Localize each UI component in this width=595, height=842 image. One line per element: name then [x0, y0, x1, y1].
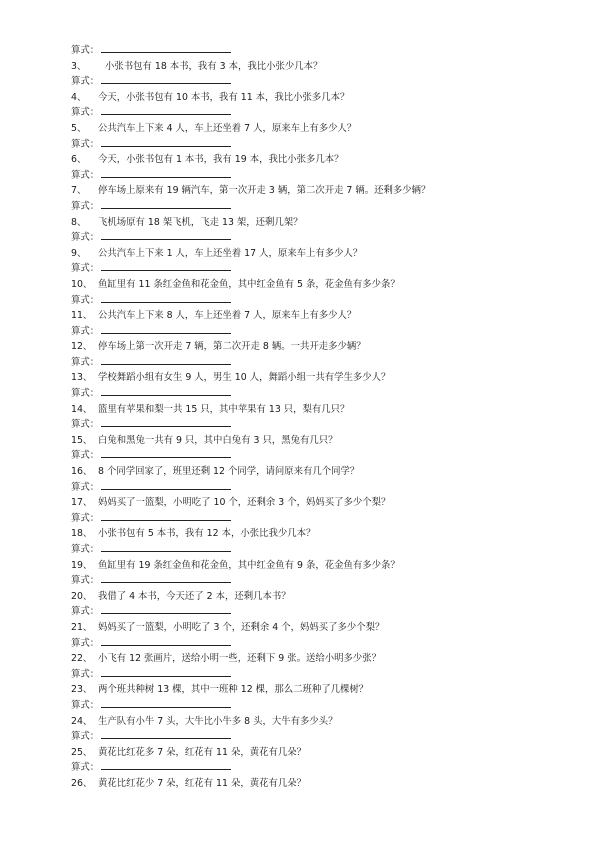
problem-line [71, 714, 571, 730]
problem-line [71, 90, 571, 106]
problem-number: 14、 [71, 403, 93, 415]
problem-number: 26、 [71, 777, 93, 789]
problem-number: 7、 [71, 185, 87, 197]
answer-line [71, 355, 571, 371]
problem-number: 17、 [71, 497, 93, 509]
answer-blank[interactable] [101, 43, 231, 53]
answer-label: 算式： [71, 232, 100, 244]
problem-line [71, 246, 571, 262]
answer-line [71, 43, 571, 59]
answer-line [71, 448, 571, 464]
problem-text: 鱼缸里有 11 条红金鱼和花金鱼，其中红金鱼有 5 条，花金鱼有多少条？ [98, 278, 400, 290]
answer-line [71, 698, 571, 714]
answer-blank[interactable] [101, 511, 231, 521]
answer-blank[interactable] [101, 729, 231, 739]
answer-blank[interactable] [101, 293, 231, 303]
problem-number: 22、 [71, 653, 93, 665]
problem-number: 21、 [71, 621, 93, 633]
answer-blank[interactable] [101, 74, 231, 84]
problem-number: 11、 [71, 310, 93, 322]
problem-line [71, 558, 571, 574]
answer-line [71, 168, 571, 184]
problem-line [71, 776, 571, 792]
problem-text: 我借了 4 本书，今天还了 2 本，还剩几本书？ [98, 590, 291, 602]
answer-label: 算式： [71, 419, 100, 431]
problem-number: 9、 [71, 247, 87, 259]
answer-line [71, 480, 571, 496]
answer-blank[interactable] [101, 667, 231, 677]
problem-number: 18、 [71, 528, 93, 540]
problem-text: 公共汽车上下来 1 人，车上还坐着 17 人，原来车上有多少人？ [98, 247, 363, 259]
answer-label: 算式： [71, 575, 100, 587]
problem-number: 25、 [71, 746, 93, 758]
answer-label: 算式： [71, 200, 100, 212]
answer-label: 算式： [71, 325, 100, 337]
problem-number: 23、 [71, 684, 93, 696]
problem-text: 今天，小张书包有 1 本书，我有 19 本，我比小张多几本？ [98, 154, 344, 166]
problem-number: 3、 [71, 60, 87, 72]
problem-number: 24、 [71, 715, 93, 727]
answer-blank[interactable] [101, 105, 231, 115]
answer-blank[interactable] [101, 604, 231, 614]
problem-text: 停车场上第一次开走 7 辆，第二次开走 8 辆。一共开走多少辆？ [98, 341, 366, 353]
answer-label: 算式： [71, 637, 100, 649]
problem-text: 两个班共种树 13 棵，其中一班种 12 棵，那么二班种了几棵树？ [98, 684, 369, 696]
answer-label: 算式： [71, 512, 100, 524]
answer-line [71, 729, 571, 745]
answer-label: 算式： [71, 481, 100, 493]
answer-label: 算式： [71, 762, 100, 774]
answer-line [71, 417, 571, 433]
answer-label: 算式： [71, 544, 100, 555]
answer-blank[interactable] [101, 261, 231, 271]
problem-number: 4、 [71, 91, 87, 103]
problem-text: 停车场上原来有 19 辆汽车，第一次开走 3 辆，第二次开走 7 辆。还剩多少辆？ [98, 185, 431, 197]
problem-number: 8、 [71, 216, 87, 228]
answer-blank[interactable] [101, 698, 231, 708]
answer-line [71, 105, 571, 121]
answer-label: 算式： [71, 263, 100, 275]
problem-text: 黄花比红花多 7 朵，红花有 11 朵，黄花有几朵？ [98, 746, 306, 758]
answer-blank[interactable] [101, 573, 231, 583]
problem-number: 10、 [71, 278, 93, 290]
answer-line [71, 760, 571, 776]
answer-label: 算式： [71, 668, 100, 680]
problem-text: 公共汽车上下来 8 人，车上还坐着 7 人，原来车上有多少人？ [98, 310, 357, 322]
answer-line [71, 199, 571, 215]
problem-text: 公共汽车上下来 4 人，车上还坐着 7 人，原来车上有多少人？ [98, 122, 357, 134]
problem-text: 白兔和黑兔一共有 9 只，其中白兔有 3 只，黑兔有几只？ [98, 434, 338, 446]
answer-blank[interactable] [101, 168, 231, 178]
answer-line [71, 511, 571, 527]
problem-number: 12、 [71, 341, 93, 353]
answer-label: 算式： [71, 76, 100, 88]
answer-blank[interactable] [101, 417, 231, 427]
answer-blank[interactable] [101, 542, 231, 552]
answer-line [71, 604, 571, 620]
problem-number: 19、 [71, 559, 93, 571]
answer-label: 算式： [71, 731, 100, 743]
answer-label: 算式： [71, 388, 100, 400]
answer-blank[interactable] [101, 480, 231, 490]
problem-text: 小张书包有 5 本书，我有 12 本，小张比我少几本？ [98, 528, 316, 540]
answer-label: 算式： [71, 107, 100, 119]
problem-text: 黄花比红花少 7 朵，红花有 11 朵，黄花有几朵？ [98, 777, 306, 789]
problem-line [71, 121, 571, 137]
problem-line [71, 402, 571, 418]
answer-blank[interactable] [101, 386, 231, 396]
problem-number: 15、 [71, 434, 93, 446]
answer-label: 算式： [71, 294, 100, 306]
answer-line [71, 324, 571, 340]
problem-text: 小飞有 12 张画片，送给小明一些，还剩下 9 张。送给小明多少张？ [98, 653, 381, 665]
answer-blank[interactable] [101, 448, 231, 458]
answer-line [71, 636, 571, 652]
answer-blank[interactable] [101, 137, 231, 147]
problem-text: 8 个同学回家了，班里还剩 12 个同学，请问原来有几个同学？ [98, 466, 360, 478]
problem-list [71, 43, 571, 792]
problem-text: 妈妈买了一篮梨，小明吃了 3 个，还剩余 4 个，妈妈买了多少个梨？ [98, 621, 385, 633]
problem-line [71, 589, 571, 605]
answer-label: 算式： [71, 356, 100, 368]
answer-label: 算式： [71, 699, 100, 711]
problem-line [71, 215, 571, 231]
problem-text: 飞机场原有 18 架飞机，飞走 13 架，还剩几架？ [98, 216, 303, 228]
answer-label: 算式： [71, 606, 100, 618]
problem-line [71, 277, 571, 293]
answer-line [71, 137, 571, 153]
answer-blank[interactable] [101, 636, 231, 646]
answer-blank[interactable] [101, 230, 231, 240]
problem-line [71, 370, 571, 386]
answer-line [71, 542, 571, 558]
problem-line [71, 495, 571, 511]
problem-line [71, 651, 571, 667]
problem-line [71, 526, 571, 542]
problem-text: 鱼缸里有 19 条红金鱼和花金鱼，其中红金鱼有 9 条，花金鱼有多少条？ [98, 559, 400, 571]
problem-line [71, 745, 571, 761]
problem-line [71, 308, 571, 324]
problem-text: 妈妈买了一篮梨，小明吃了 10 个，还剩余 3 个，妈妈买了多少个梨？ [98, 497, 391, 509]
problem-text: 学校舞蹈小组有女生 9 人，男生 10 人，舞蹈小组一共有学生多少人？ [98, 372, 391, 384]
answer-line [71, 293, 571, 309]
answer-blank[interactable] [101, 199, 231, 209]
answer-blank[interactable] [101, 324, 231, 334]
problem-line [71, 620, 571, 636]
problem-number: 20、 [71, 590, 93, 602]
problem-line [71, 464, 571, 480]
problem-line [71, 682, 571, 698]
answer-line [71, 667, 571, 683]
answer-label: 算式： [71, 138, 100, 150]
problem-line [71, 339, 571, 355]
problem-text: 今天，小张书包有 10 本书，我有 11 本，我比小张多几本？ [98, 91, 350, 103]
answer-line [71, 261, 571, 277]
answer-label: 算式： [71, 169, 100, 181]
answer-label: 算式： [71, 45, 100, 56]
answer-line [71, 386, 571, 402]
answer-blank[interactable] [101, 355, 231, 365]
answer-line [71, 230, 571, 246]
problem-number: 16、 [71, 466, 93, 478]
problem-number: 6、 [71, 154, 87, 166]
answer-label: 算式： [71, 450, 100, 462]
problem-text: 小张书包有 18 本书，我有 3 本，我比小张少几本？ [105, 60, 323, 72]
problem-line [71, 433, 571, 449]
problem-line [71, 152, 571, 168]
answer-blank[interactable] [101, 760, 231, 770]
problem-line [71, 59, 571, 75]
answer-line [71, 74, 571, 90]
problem-text: 篮里有苹果和梨一共 15 只，其中苹果有 13 只，梨有几只？ [98, 403, 350, 415]
problem-number: 13、 [71, 372, 93, 384]
answer-line [71, 573, 571, 589]
problem-number: 5、 [71, 122, 87, 134]
problem-text: 生产队有小牛 7 头，大牛比小牛多 8 头，大牛有多少头？ [98, 715, 338, 727]
problem-line [71, 183, 571, 199]
